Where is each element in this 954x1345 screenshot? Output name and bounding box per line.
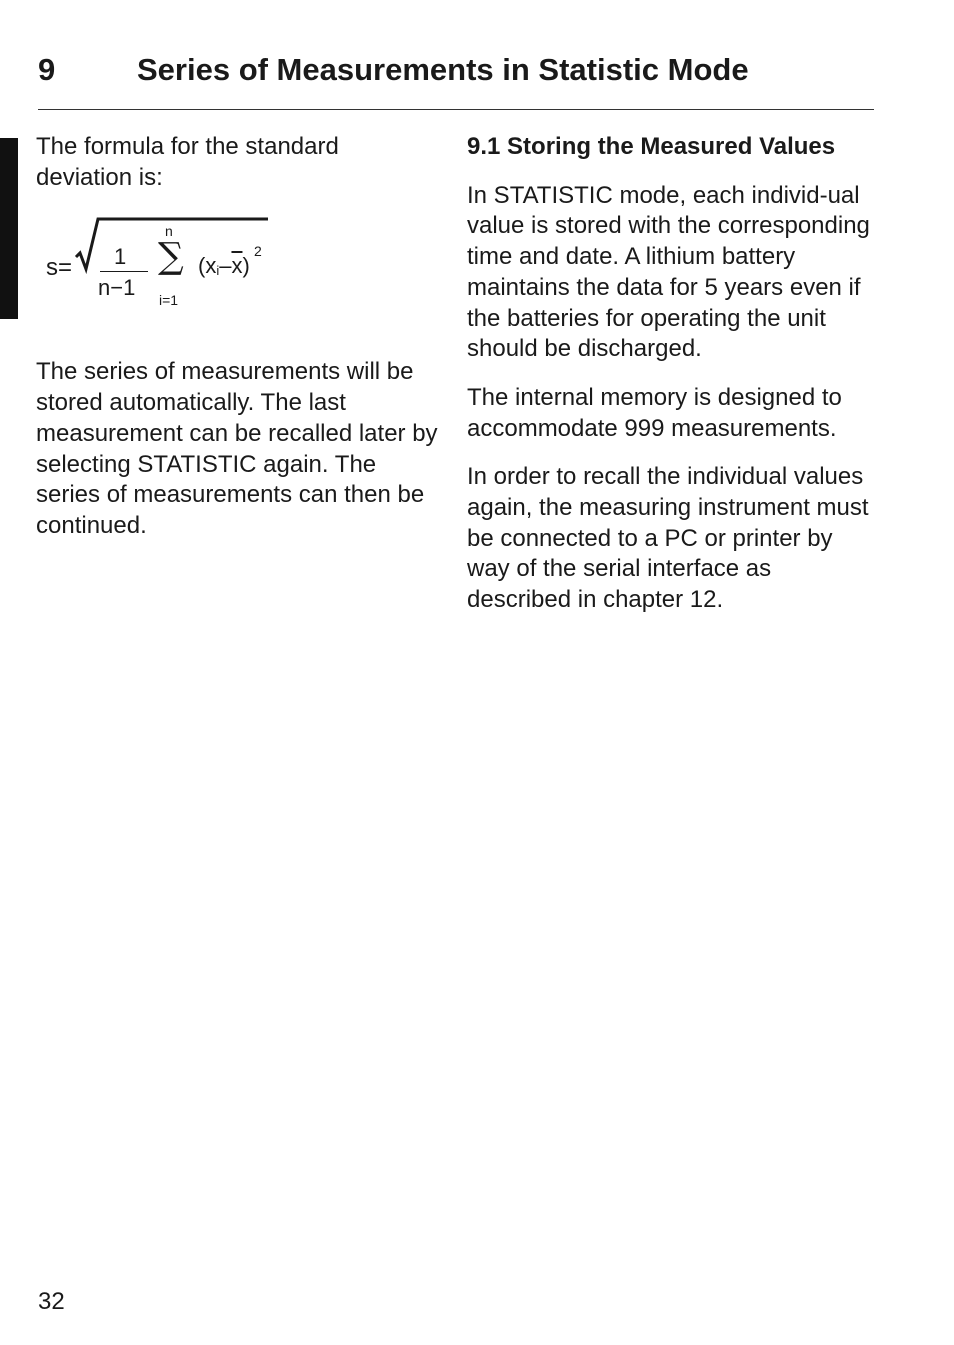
formula-intro-paragraph: The formula for the standard deviation is: (36, 133, 339, 191)
storage-paragraph: In STATISTIC mode, each individ-ual value is stored with the corresponding time and date. A lithium battery maintains the data for 5 years even if the batteries for operating the unit should be discharged. (467, 181, 870, 363)
formula-exponent: 2 (254, 243, 262, 260)
term-subscript: i (216, 263, 220, 279)
term-minus: – (219, 253, 232, 279)
formula-lhs: s= (46, 254, 73, 282)
term-close: ) (242, 253, 250, 279)
recall-values-paragraph: In order to recall the individual values again, the measuring instrument must be connected to a PC or printer by way of the serial interface as described in chapter 12. (467, 463, 869, 614)
term-open: (x (198, 253, 217, 279)
chapter-title: Series of Measurements in Statistic Mode (137, 52, 749, 87)
formula-denominator: n−1 (98, 275, 136, 301)
right-column (467, 132, 877, 616)
page-number: 32 (38, 1288, 65, 1315)
left-column (36, 132, 446, 542)
section-heading: 9.1 Storing the Measured Values (467, 133, 836, 160)
formula-term (198, 251, 250, 286)
fraction-bar (100, 271, 148, 272)
sum-lower-limit: i=1 (159, 292, 179, 309)
header-divider (38, 109, 874, 110)
standard-deviation-formula (36, 217, 296, 327)
series-storage-paragraph: The series of measurements will be stored automatically. The last measurement can be recalled later by selecting STATISTIC again. The series of measurements can then be continued. (36, 358, 438, 539)
formula-numerator: 1 (114, 244, 127, 270)
memory-capacity-paragraph: The internal memory is designed to accommodate 999 measurements. (467, 383, 842, 442)
summation-symbol: ∑ (158, 236, 184, 278)
term-mean: $\overline{x}$ (231, 253, 243, 279)
chapter-tab-marker (0, 138, 18, 319)
sum-upper-limit: n (165, 223, 173, 240)
chapter-number: 9 (38, 52, 56, 87)
